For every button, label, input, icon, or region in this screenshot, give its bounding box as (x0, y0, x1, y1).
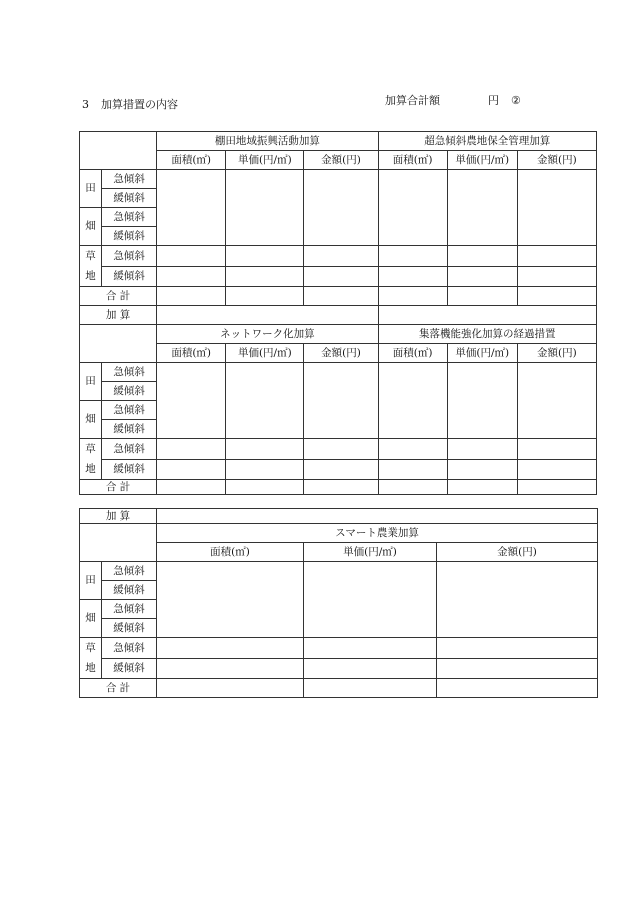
col-amount: 金額(円) (304, 344, 378, 363)
col-amount: 金額(円) (304, 151, 378, 170)
land-ta: 田 (80, 363, 102, 401)
input-cell[interactable] (226, 459, 304, 480)
land-ta: 田 (80, 562, 102, 600)
col-amount: 金額(円) (437, 543, 598, 562)
input-cell[interactable] (378, 363, 447, 439)
row-gentle: 緩傾斜 (102, 581, 157, 600)
row-gentle: 緩傾斜 (102, 619, 157, 638)
input-cell[interactable] (157, 306, 378, 325)
section-heading (82, 96, 178, 112)
row-gentle: 緩傾斜 (102, 227, 157, 246)
input-cell[interactable] (226, 266, 304, 287)
input-cell[interactable] (157, 562, 304, 638)
col-unit-price: 単価(円/㎡) (226, 344, 304, 363)
input-cell[interactable] (447, 170, 517, 246)
col-unit-price: 単価(円/㎡) (447, 344, 517, 363)
input-cell[interactable] (226, 363, 304, 439)
total-mark: ② (511, 94, 521, 107)
corner-cell (80, 325, 157, 363)
input-cell[interactable] (304, 363, 378, 439)
addition-table-main (79, 131, 597, 495)
land-hata: 畑 (80, 208, 102, 246)
input-cell[interactable] (157, 679, 304, 698)
input-cell[interactable] (304, 439, 378, 460)
row-steep: 急傾斜 (102, 600, 157, 619)
land-souchi (80, 246, 102, 287)
input-cell[interactable] (226, 170, 304, 246)
input-cell[interactable] (157, 363, 226, 439)
land-souchi (80, 439, 102, 480)
input-cell[interactable] (517, 363, 596, 439)
land-hata: 畑 (80, 401, 102, 439)
header-tanada: 棚田地域振興活動加算 (157, 132, 378, 151)
row-steep: 急傾斜 (102, 439, 157, 460)
row-gentle: 緩傾斜 (102, 658, 157, 679)
input-cell[interactable] (378, 246, 447, 267)
input-cell[interactable] (437, 562, 598, 638)
input-cell[interactable] (378, 306, 596, 325)
input-cell[interactable] (304, 266, 378, 287)
input-cell[interactable] (378, 170, 447, 246)
input-cell[interactable] (447, 266, 517, 287)
input-cell[interactable] (157, 459, 226, 480)
input-cell[interactable] (517, 459, 596, 480)
input-cell[interactable] (157, 287, 226, 306)
input-cell[interactable] (304, 679, 437, 698)
row-steep: 急傾斜 (102, 170, 157, 189)
input-cell[interactable] (304, 459, 378, 480)
row-total: 合 計 (80, 480, 157, 495)
row-steep: 急傾斜 (102, 562, 157, 581)
input-cell[interactable] (447, 480, 517, 495)
input-cell[interactable] (447, 363, 517, 439)
input-cell[interactable] (517, 480, 596, 495)
input-cell[interactable] (378, 439, 447, 460)
row-gentle: 緩傾斜 (102, 459, 157, 480)
col-unit-price: 単価(円/㎡) (226, 151, 304, 170)
addition-table-smart (79, 508, 598, 698)
input-cell[interactable] (447, 246, 517, 267)
input-cell[interactable] (304, 562, 437, 638)
land-sou: 草 (85, 250, 96, 262)
input-cell[interactable] (447, 459, 517, 480)
input-cell[interactable] (447, 439, 517, 460)
input-cell[interactable] (157, 439, 226, 460)
row-steep: 急傾斜 (102, 401, 157, 420)
land-hata: 畑 (80, 600, 102, 638)
land-sou: 草 (85, 443, 96, 455)
land-chi: 地 (85, 662, 96, 674)
input-cell[interactable] (437, 638, 598, 659)
input-cell[interactable] (157, 246, 226, 267)
input-cell[interactable] (157, 480, 226, 495)
input-cell[interactable] (226, 246, 304, 267)
land-chi: 地 (85, 463, 96, 475)
row-gentle: 緩傾斜 (102, 382, 157, 401)
header-smart-agri: スマート農業加算 (157, 524, 598, 543)
input-cell[interactable] (157, 266, 226, 287)
total-unit: 円 (488, 94, 499, 107)
land-sou: 草 (85, 642, 96, 654)
input-cell[interactable] (517, 287, 596, 306)
col-amount: 金額(円) (517, 151, 596, 170)
input-cell[interactable] (226, 439, 304, 460)
section-title: 加算措置の内容 (101, 98, 178, 111)
input-cell[interactable] (447, 287, 517, 306)
total-amount-area (385, 92, 521, 108)
row-steep: 急傾斜 (102, 246, 157, 267)
input-cell[interactable] (226, 480, 304, 495)
input-cell[interactable] (304, 480, 378, 495)
input-cell[interactable] (517, 170, 596, 246)
input-cell[interactable] (378, 266, 447, 287)
row-gentle: 緩傾斜 (102, 420, 157, 439)
row-gentle: 緩傾斜 (102, 266, 157, 287)
row-steep: 急傾斜 (102, 208, 157, 227)
input-cell[interactable] (304, 287, 378, 306)
col-area: 面積(㎡) (378, 344, 447, 363)
input-cell[interactable] (437, 679, 598, 698)
row-kasan: 加 算 (80, 509, 157, 524)
input-cell[interactable] (517, 266, 596, 287)
input-cell[interactable] (304, 170, 378, 246)
input-cell[interactable] (437, 658, 598, 679)
row-steep: 急傾斜 (102, 363, 157, 382)
input-cell[interactable] (378, 287, 447, 306)
col-area: 面積(㎡) (157, 543, 304, 562)
row-steep: 急傾斜 (102, 638, 157, 659)
header-super-steep: 超急傾斜農地保全管理加算 (378, 132, 596, 151)
input-cell[interactable] (226, 287, 304, 306)
section-number: 3 (82, 98, 89, 111)
input-cell[interactable] (517, 246, 596, 267)
col-unit-price: 単価(円/㎡) (447, 151, 517, 170)
total-label: 加算合計額 (385, 94, 440, 107)
input-cell[interactable] (378, 459, 447, 480)
header-community: 集落機能強化加算の経過措置 (378, 325, 596, 344)
col-unit-price: 単価(円/㎡) (304, 543, 437, 562)
input-cell[interactable] (517, 439, 596, 460)
col-area: 面積(㎡) (157, 344, 226, 363)
col-amount: 金額(円) (517, 344, 596, 363)
row-total: 合 計 (80, 679, 157, 698)
header-network: ネットワーク化加算 (157, 325, 378, 344)
corner-cell (80, 132, 157, 170)
input-cell[interactable] (304, 658, 437, 679)
col-area: 面積(㎡) (157, 151, 226, 170)
land-ta: 田 (80, 170, 102, 208)
land-souchi (80, 638, 102, 679)
input-cell[interactable] (157, 509, 598, 524)
land-chi: 地 (85, 270, 96, 282)
row-kasan: 加 算 (80, 306, 157, 325)
input-cell[interactable] (304, 638, 437, 659)
input-cell[interactable] (304, 246, 378, 267)
corner-cell (80, 524, 157, 562)
row-gentle: 緩傾斜 (102, 189, 157, 208)
row-total: 合 計 (80, 287, 157, 306)
input-cell[interactable] (157, 638, 304, 659)
input-cell[interactable] (378, 480, 447, 495)
input-cell[interactable] (157, 170, 226, 246)
col-area: 面積(㎡) (378, 151, 447, 170)
input-cell[interactable] (157, 658, 304, 679)
